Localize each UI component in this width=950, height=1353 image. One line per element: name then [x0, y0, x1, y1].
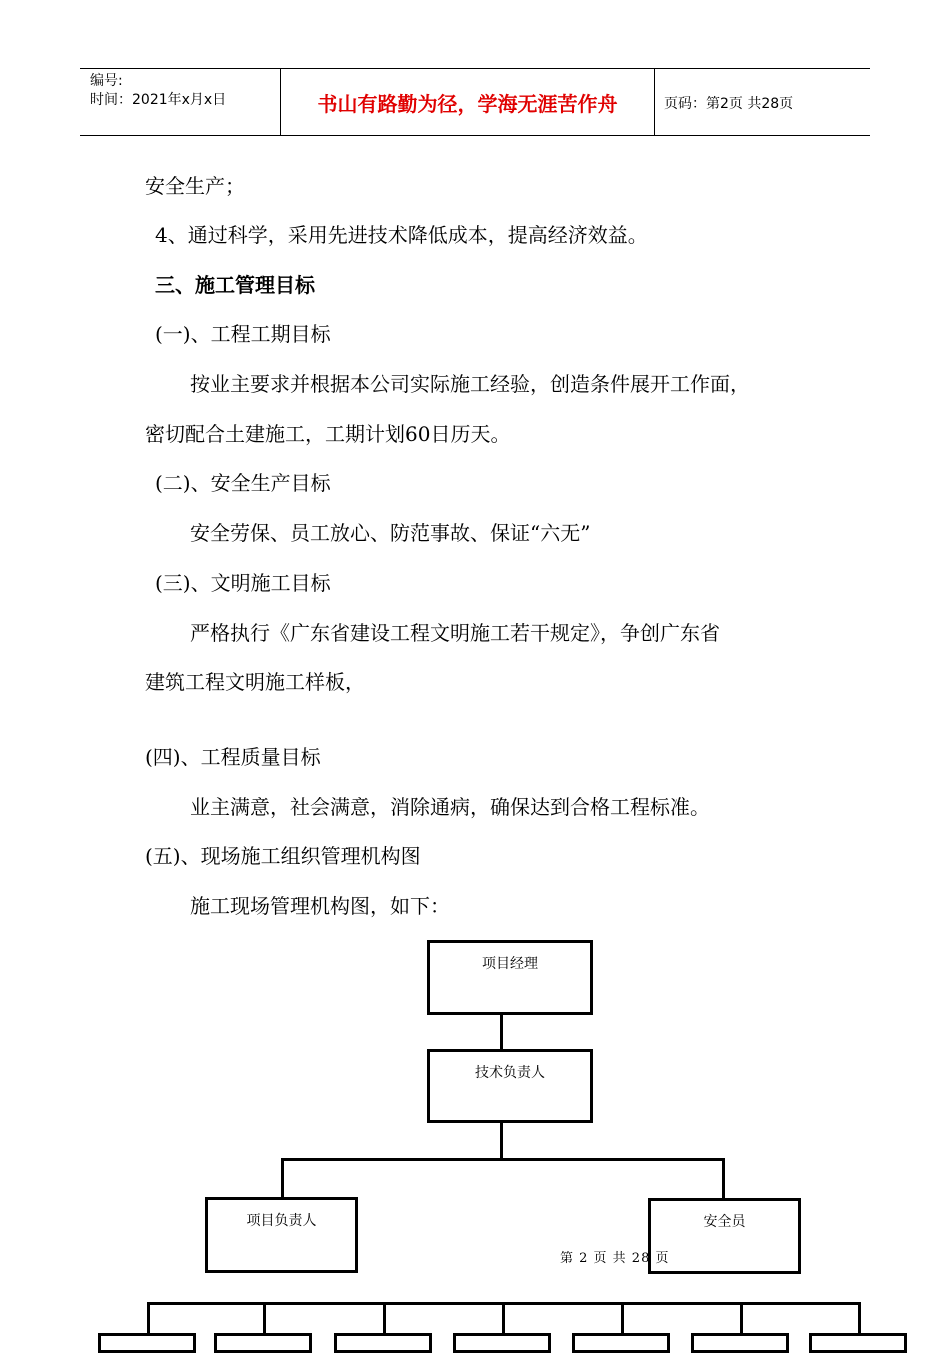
org-box-project-manager: [427, 940, 593, 1015]
org-connector-bottom-drop-3: [383, 1302, 386, 1334]
header-top-rule: [80, 68, 870, 69]
subheading-1-paragraph-1: 按业主要求并根据本公司实际施工经验，创造条件展开工作面，: [190, 372, 750, 396]
subheading-3-paragraph-1: 严格执行《广东省建设工程文明施工若干规定》，争创广东省: [190, 621, 720, 645]
org-connector-bottom-drop-6: [740, 1302, 743, 1334]
org-label-project-lead: 项目负责人: [246, 1213, 317, 1229]
org-box-bottom-2: [214, 1333, 312, 1353]
org-box-bottom-4: [453, 1333, 551, 1353]
org-connector-tech-down: [500, 1123, 503, 1159]
org-box-bottom-6: [691, 1333, 789, 1353]
org-connector-bottom-drop-4: [502, 1302, 505, 1334]
org-connector-bottom-drop-2: [263, 1302, 266, 1334]
org-connector-bottom-drop-1: [147, 1302, 150, 1334]
subheading-4-paragraph-1: 业主满意，社会满意，消除通病，确保达到合格工程标准。: [190, 795, 710, 819]
org-connector-pm-tech: [500, 1015, 503, 1049]
org-box-project-lead: [205, 1197, 358, 1273]
org-box-bottom-5: [572, 1333, 670, 1353]
org-box-bottom-1: [98, 1333, 196, 1353]
subheading-2: (二)、安全生产目标: [155, 471, 331, 495]
org-label-safety-officer: 安全员: [703, 1214, 746, 1230]
org-box-tech-lead: [427, 1049, 593, 1123]
subheading-5-paragraph-1: 施工现场管理机构图，如下：: [190, 894, 450, 918]
org-connector-left-drop: [281, 1158, 284, 1198]
header-motto: 书山有路勤为径，学海无涯苦作舟: [317, 92, 618, 116]
subheading-1: (一)、工程工期目标: [155, 322, 331, 346]
org-connector-bottom-drop-5: [621, 1302, 624, 1334]
subheading-4: (四)、工程质量目标: [145, 745, 321, 769]
body-line-1: 安全生产；: [145, 174, 245, 198]
org-box-bottom-7: [809, 1333, 907, 1353]
header-page-label: 页码：第2页 共28页: [664, 96, 794, 112]
subheading-3: (三)、文明施工目标: [155, 571, 331, 595]
subheading-5: (五)、现场施工组织管理机构图: [145, 844, 421, 868]
footer-page-number: 第 2 页 共 28 页: [560, 1251, 670, 1266]
subheading-3-paragraph-2: 建筑工程文明施工样板，: [145, 670, 365, 694]
org-box-safety-officer: [648, 1198, 801, 1274]
section-heading-3: 三、施工管理目标: [155, 273, 315, 297]
org-connector-right-drop: [722, 1158, 725, 1198]
header-time-label: 时间：2021年x月x日: [90, 92, 227, 108]
header-bottom-rule: [80, 135, 870, 136]
header-divider-right: [654, 68, 655, 136]
org-box-bottom-3: [334, 1333, 432, 1353]
org-label-project-manager: 项目经理: [482, 956, 538, 972]
org-connector-bottom-drop-7: [858, 1302, 861, 1334]
subheading-1-paragraph-2: 密切配合土建施工，工期计划60日历天。: [145, 422, 511, 446]
subheading-2-paragraph-1: 安全劳保、员工放心、防范事故、保证“六无”: [190, 521, 591, 545]
org-label-tech-lead: 技术负责人: [475, 1065, 545, 1081]
org-connector-horizontal: [281, 1158, 725, 1161]
header-number-label: 编号:: [90, 73, 123, 89]
body-line-2: 4、通过科学，采用先进技术降低成本，提高经济效益。: [155, 223, 648, 247]
